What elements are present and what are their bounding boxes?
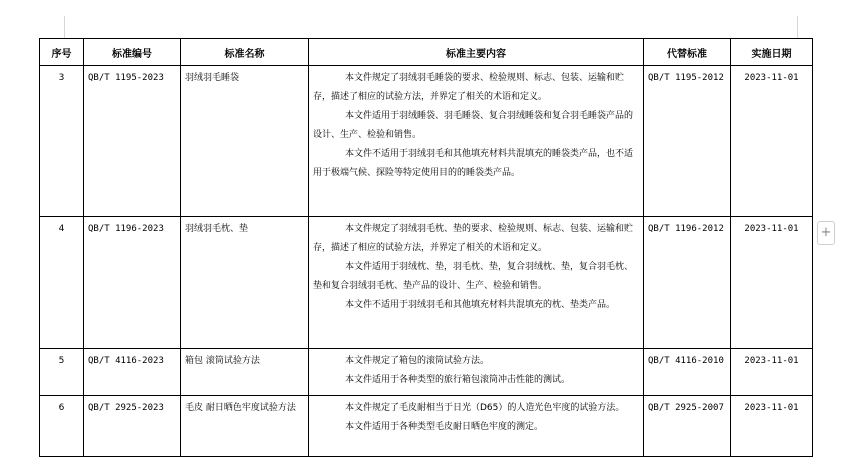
cell-replaces: QB/T 4116-2010	[644, 349, 731, 396]
content-paragraph: 本文件规定了箱包的滚筒试验方法。	[345, 356, 490, 366]
table-row	[40, 396, 813, 457]
cell-date: 2023-11-01	[731, 349, 813, 396]
table-row	[40, 66, 813, 217]
cell-code: QB/T 4116-2023	[84, 349, 181, 396]
standards-table	[39, 38, 813, 457]
col-header-code: 标准编号	[84, 39, 181, 66]
cell-content	[309, 396, 644, 457]
content-paragraph: 本文件适用于各种类型毛皮耐日晒色牢度的测定。	[345, 422, 544, 432]
cell-replaces: QB/T 1195-2012	[644, 66, 731, 217]
cell-seq: 5	[40, 349, 84, 396]
cell-code: QB/T 1196-2023	[84, 217, 181, 349]
table-header-row	[40, 39, 813, 66]
page-margin-mark-right	[797, 16, 798, 38]
cell-replaces: QB/T 1196-2012	[644, 217, 731, 349]
page-margin-mark-left	[64, 16, 65, 38]
cell-name: 箱包 滚筒试验方法	[181, 349, 309, 396]
col-header-replaces: 代替标准	[644, 39, 731, 66]
cell-code: QB/T 2925-2023	[84, 396, 181, 457]
content-paragraph: 本文件适用于羽绒枕、垫，羽毛枕、垫，复合羽绒枕、垫，复合羽毛枕、垫和复合羽绒羽毛枕、垫产品的设计、生产、检验和销售。	[313, 262, 634, 291]
content-paragraph: 本文件不适用于羽绒羽毛和其他填充材料共混填充的枕、垫类产品。	[345, 300, 616, 310]
content-paragraph: 本文件规定了羽绒羽毛睡袋的要求、检验规则、标志、包装、运输和贮存，描述了相应的试验方法，并界定了相关的术语和定义。	[313, 73, 625, 102]
content-paragraph: 本文件规定了羽绒羽毛枕、垫的要求、检验规则、标志、包装、运输和贮存，描述了相应的试验方法，并界定了相关的术语和定义。	[313, 224, 634, 253]
cell-name: 羽绒羽毛睡袋	[181, 66, 309, 217]
cell-name: 毛皮 耐日晒色牢度试验方法	[181, 396, 309, 457]
col-header-name: 标准名称	[181, 39, 309, 66]
table-row	[40, 349, 813, 396]
cell-content	[309, 349, 644, 396]
col-header-date: 实施日期	[731, 39, 813, 66]
cell-name: 羽绒羽毛枕、垫	[181, 217, 309, 349]
cell-seq: 6	[40, 396, 84, 457]
content-paragraph: 本文件规定了毛皮耐相当于日光（D65）的人造光色牢度的试验方法。	[345, 403, 625, 413]
cell-seq: 4	[40, 217, 84, 349]
cell-date: 2023-11-01	[731, 396, 813, 457]
content-paragraph: 本文件适用于羽绒睡袋、羽毛睡袋、复合羽绒睡袋和复合羽毛睡袋产品的设计、生产、检验和销售。	[313, 111, 634, 140]
content-paragraph: 本文件不适用于羽绒羽毛和其他填充材料共混填充的睡袋类产品，也不适用于极端气候、探险等特定使用目的的睡袋类产品。	[313, 149, 634, 178]
cell-date: 2023-11-01	[731, 217, 813, 349]
cell-content	[309, 217, 644, 349]
content-paragraph: 本文件适用于各种类型的旅行箱包滚筒冲击性能的测试。	[345, 375, 571, 385]
cell-content	[309, 66, 644, 217]
table-row	[40, 217, 813, 349]
col-header-seq: 序号	[40, 39, 84, 66]
plus-icon[interactable]: +	[817, 221, 835, 245]
cell-replaces: QB/T 2925-2007	[644, 396, 731, 457]
cell-seq: 3	[40, 66, 84, 217]
cell-code: QB/T 1195-2023	[84, 66, 181, 217]
col-header-content: 标准主要内容	[309, 39, 644, 66]
cell-date: 2023-11-01	[731, 66, 813, 217]
